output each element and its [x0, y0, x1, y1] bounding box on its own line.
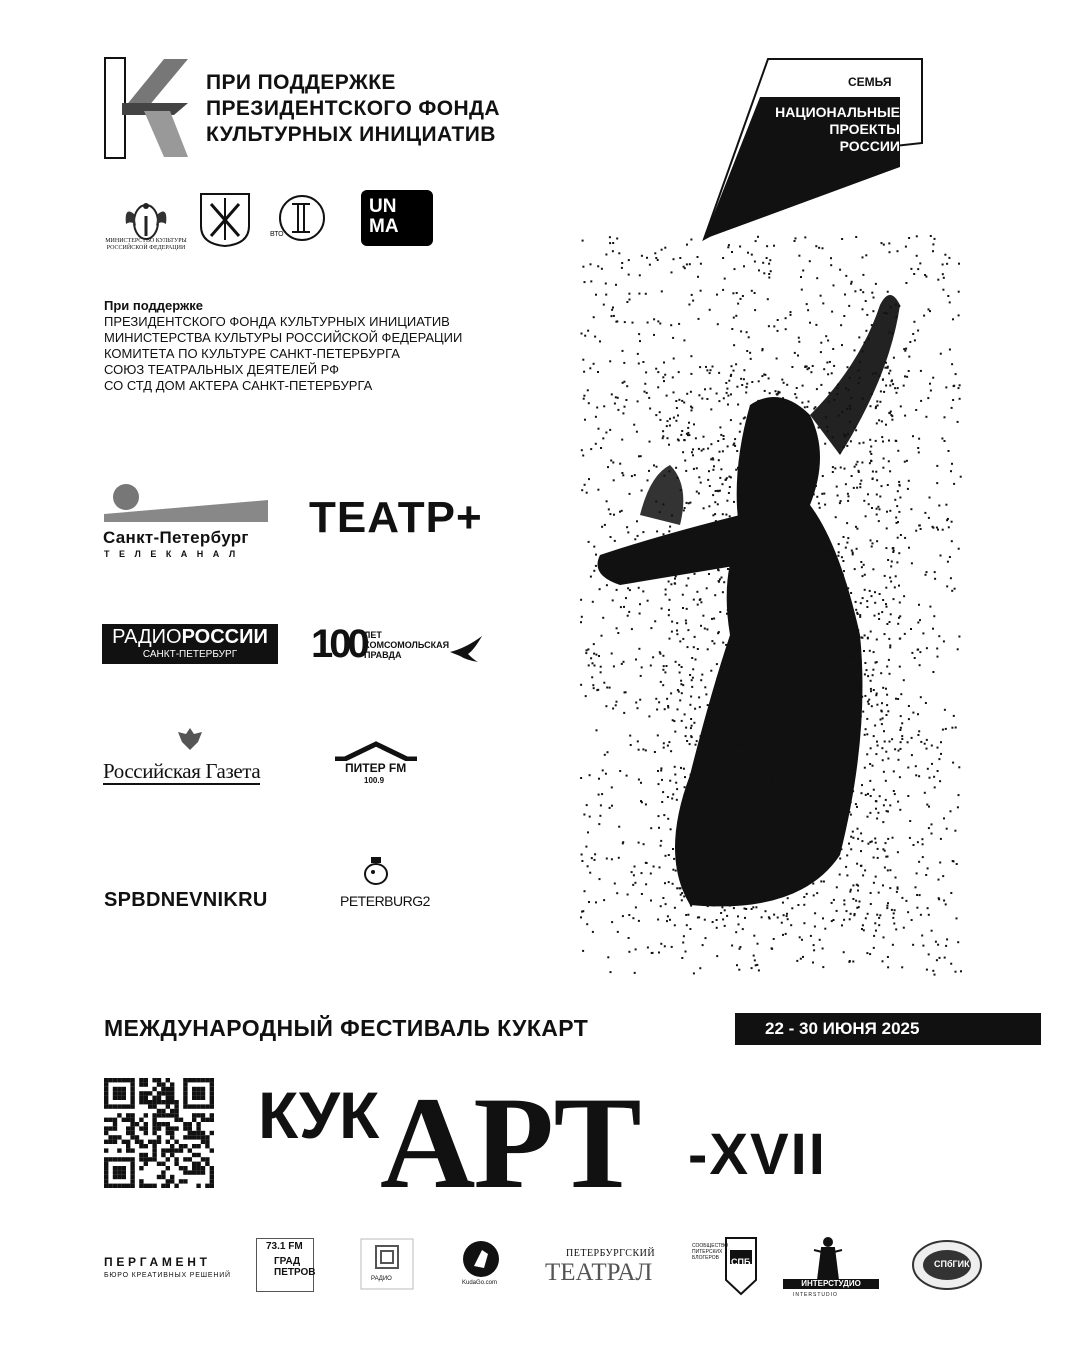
- kukart-art: АРТ: [380, 1069, 640, 1216]
- support-line: МИНИСТЕРСТВА КУЛЬТУРЫ РОССИЙСКОЙ ФЕДЕРАЦИИ: [104, 330, 463, 345]
- spbgik-text: СПбГИК: [934, 1259, 970, 1269]
- rossiyskaya-gazeta-logo: Российская Газета: [103, 759, 261, 783]
- kudago-icon: [462, 1240, 500, 1278]
- spb-coat-of-arms-icon: [199, 192, 251, 247]
- bloggers-community-label: СООБЩЕСТВО ПИТЕРСКИХ БЛОГЕРОВ: [692, 1243, 729, 1261]
- support-head: При поддержке: [104, 298, 203, 313]
- piter-fm-roof-icon: [335, 741, 417, 761]
- kp-text: [364, 630, 449, 660]
- support-block: [104, 298, 462, 394]
- rossii-word: РОССИИ: [181, 626, 268, 648]
- festival-dates: 22 - 30 ИЮНЯ 2025: [735, 1013, 1041, 1045]
- spbdnevnik-logo: SPBDNEVNIKRU: [104, 889, 268, 911]
- radio-peterburg-logo: [360, 1238, 414, 1290]
- radio-city: САНКТ-ПЕТЕРБУРГ: [142, 649, 238, 660]
- np-semya: СЕМЬЯ: [848, 75, 892, 89]
- kudago-label: KudaGo.com: [462, 1280, 498, 1286]
- np-line-3: РОССИИ: [839, 138, 900, 154]
- unima-logo: [361, 190, 433, 246]
- grad-line: ПЕТРОВ: [274, 1267, 316, 1278]
- stippled-puppeteer-artwork: [540, 215, 980, 995]
- interstudio-figure-icon: [812, 1236, 844, 1280]
- kp-100-number: 100: [311, 622, 366, 666]
- spb-tv-name: Санкт-Петербург: [103, 528, 249, 547]
- teatr-plus-logo: ТЕАТР+: [309, 493, 483, 542]
- support-line: ПРЕЗИДЕНТСКОГО ФОНДА КУЛЬТУРНЫХ ИНИЦИАТИВ: [104, 314, 450, 329]
- spb-tv-wedge: [104, 500, 268, 522]
- teatral-top: ПЕТЕРБУРГСКИЙ: [566, 1248, 656, 1259]
- peterburg2-mascot-icon: [363, 856, 389, 886]
- support-line: КОМИТЕТА ПО КУЛЬТУРЕ САНКТ-ПЕТЕРБУРГА: [104, 346, 400, 361]
- spb-tv-sub: ТЕЛЕКАНАЛ: [104, 549, 245, 559]
- np-line-2: ПРОЕКТЫ: [829, 121, 900, 137]
- grad-line: ГРАД: [274, 1256, 301, 1267]
- qr-code[interactable]: [104, 1078, 214, 1188]
- presidential-fund-logo: [104, 57, 188, 159]
- support-line: СОЮЗ ТЕАТРАЛЬНЫХ ДЕЯТЕЛЕЙ РФ: [104, 362, 340, 377]
- unima-text-1: UN: [369, 196, 397, 217]
- fund-line-1: ПРИ ПОДДЕРЖКЕ: [206, 71, 396, 94]
- fund-line-3: КУЛЬТУРНЫХ ИНИЦИАТИВ: [206, 123, 496, 146]
- radio-rossii-logo: [102, 624, 278, 664]
- vto-logo: [270, 190, 325, 250]
- fund-line-2: ПРЕЗИДЕНТСКОГО ФОНДА: [206, 97, 500, 120]
- kp-line: КОМСОМОЛЬСКАЯ: [364, 640, 450, 650]
- support-line: СО СТД ДОМ АКТЕРА САНКТ-ПЕТЕРБУРГА: [104, 378, 373, 393]
- rg-eagle-icon: [176, 724, 204, 754]
- festival-title: МЕЖДУНАРОДНЫЙ ФЕСТИВАЛЬ КУКАРТ: [104, 1015, 589, 1041]
- spb-badge-text: СПБ: [731, 1257, 751, 1267]
- np-text: [760, 104, 900, 155]
- radio-rossii-title: [102, 624, 278, 649]
- radio-word: РАДИО: [112, 626, 182, 648]
- kp-line: ПРАВДА: [364, 650, 402, 660]
- np-line-1: НАЦИОНАЛЬНЫЕ: [775, 104, 900, 120]
- pergament-logo: ПЕРГАМЕНТ: [104, 1255, 211, 1269]
- teatral-logo: ТЕАТРАЛ: [545, 1259, 653, 1286]
- piter-fm-logo: ПИТЕР FM: [345, 761, 407, 775]
- kukart-kuk: КУК: [258, 1078, 379, 1152]
- kp-swallow-icon: [448, 634, 484, 664]
- peterburg2-logo: PETERBURG2: [340, 893, 430, 909]
- grad-petrov-fm: 73.1 FM: [266, 1241, 303, 1252]
- kp-line: ЛЕТ: [364, 630, 382, 640]
- grad-petrov-name: [274, 1256, 316, 1278]
- presidential-fund-title: [206, 70, 500, 148]
- interstudio-sub: INTERSTUDIO: [793, 1292, 838, 1298]
- piter-fm-frequency: 100.9: [364, 776, 385, 785]
- ministry-caption: МИНИСТЕРСТВО КУЛЬТУРЫ РОССИЙСКОЙ ФЕДЕРАЦИИ: [105, 238, 187, 251]
- unima-text-2: MA: [369, 216, 399, 237]
- vto-label: ВТО: [270, 231, 284, 238]
- interstudio-logo: ИНТЕРСТУДИО: [783, 1279, 879, 1289]
- festival-edition: -XVII: [688, 1122, 827, 1187]
- radio-peterburg-label: РАДИО: [371, 1276, 392, 1282]
- pergament-sub: БЮРО КРЕАТИВНЫХ РЕШЕНИЙ: [104, 1272, 231, 1279]
